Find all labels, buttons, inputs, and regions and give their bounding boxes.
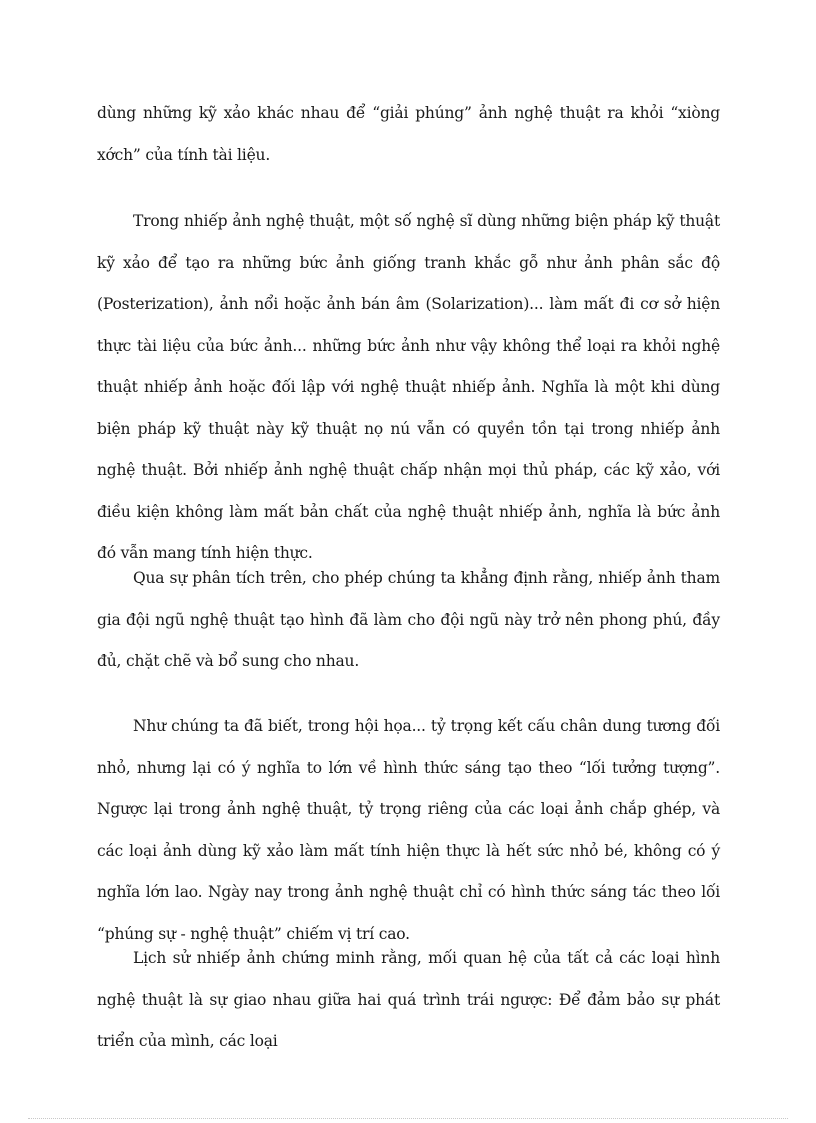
- paragraph-continuation: dùng những kỹ xảo khác nhau để “giải phúng” ảnh nghệ thuật ra khỏi “xiòng xớch” của tính tài liệu.: [97, 104, 720, 164]
- paragraph-painting-comparison: Như chúng ta đã biết, trong hội họa... tỷ trọng kết cấu chân dung tương đối nhỏ, nhưng lại có ý nghĩa to lớn về hình thức sáng tạo theo “lối tưởng tượng”. Ngược lại trong ảnh nghệ thuật, tỷ trọng riêng của các loại ảnh chắp ghép, và các loại ảnh dùng kỹ xảo làm mất tính hiện thực là hết sức nhỏ bé, không có ý nghĩa lớn lao. Ngày nay trong ảnh nghệ thuật chỉ có hình thức sáng tác theo lối “phúng sự - nghệ thuật” chiếm vị trí cao.: [97, 717, 720, 943]
- paragraph-history: Lịch sử nhiếp ảnh chứng minh rằng, mối quan hệ của tất cả các loại hình nghệ thuật là sự giao nhau giữa hai quá trình trái ngược: Để đảm bảo sự phát triển của mình, các loại: [97, 949, 720, 1050]
- paragraph-artistic-photography: Trong nhiếp ảnh nghệ thuật, một số nghệ sĩ dùng những biện pháp kỹ thuật kỹ xảo để tạo ra những bức ảnh giống tranh khắc gỗ như ảnh phân sắc độ (Posterization), ảnh nổi hoặc ảnh bán âm (Solarization)... làm mất đi cơ sở hiện thực tài liệu của bức ảnh... những bức ảnh như vậy không thể loại ra khỏi nghệ thuật nhiếp ảnh hoặc đối lập với nghệ thuật nhiếp ảnh. Nghĩa là một khi dùng biện pháp kỹ thuật này kỹ thuật nọ nú vẫn có quyền tồn tại trong nhiếp ảnh nghệ thuật. Bởi nhiếp ảnh nghệ thuật chấp nhận mọi thủ pháp, các kỹ xảo, với điều kiện không làm mất bản chất của nghệ thuật nhiếp ảnh, nghĩa là bức ảnh đó vẫn mang tính hiện thực.: [97, 212, 720, 562]
- page-bottom-divider: [28, 1118, 788, 1119]
- paragraph-analysis-conclusion: Qua sự phân tích trên, cho phép chúng ta khẳng định rằng, nhiếp ảnh tham gia đội ngũ nghệ thuật tạo hình đã làm cho đội ngũ này trở nên phong phú, đầy đủ, chặt chẽ và bổ sung cho nhau.: [97, 569, 720, 670]
